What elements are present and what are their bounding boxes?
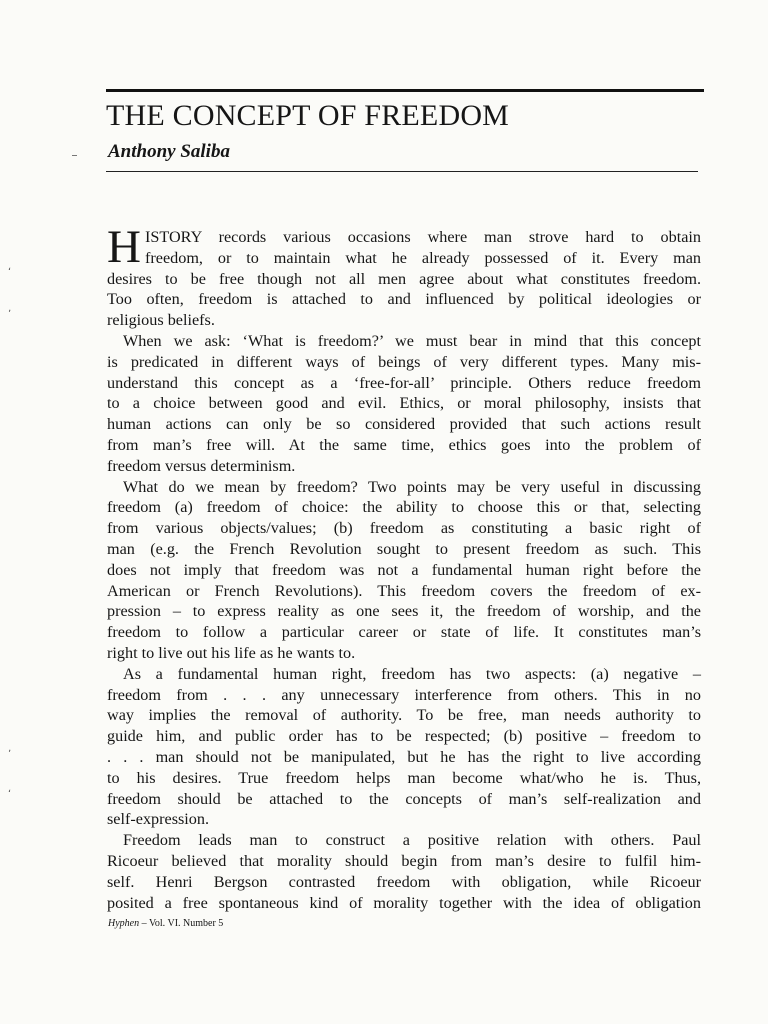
scan-speck-mark: ʻ [8, 789, 12, 800]
text-line: American or French Revolutions). This freedom covers the freedom of ex- [107, 581, 701, 600]
text-line: way implies the removal of authority. To be free, man needs authority to [107, 706, 701, 725]
text-line: When we ask: ‘What is freedom?’ we must bear in mind that this concept [123, 331, 701, 350]
article-title: THE CONCEPT OF FREEDOM [106, 99, 510, 132]
text-line: man (e.g. the French Revolution sought to present freedom as such. This [107, 539, 701, 558]
text-line: guide him, and public order has to be respected; (b) positive – freedom to [107, 727, 701, 746]
text-line: As a fundamental human right, freedom has two aspects: (a) negative – [123, 664, 701, 683]
issue-info: Vol. VI. Number 5 [148, 918, 224, 929]
text-line: right to live out his life as he wants to. [107, 643, 356, 662]
text-line: understand this concept as a ‘free-for-all’ principle. Others reduce freedom [107, 373, 701, 392]
text-line: to a choice between good and evil. Ethics, or moral philosophy, insists that [107, 394, 701, 413]
text-line: desires to be free though not all men agree about what constitutes freedom. [107, 269, 701, 288]
article-author: Anthony Saliba [108, 141, 230, 162]
text-line: posited a free spontaneous kind of morality together with the idea of obligation [107, 893, 701, 912]
text-line: pression – to express reality as one sees it, the freedom of worship, and the [107, 602, 701, 621]
opening-lines [145, 227, 701, 269]
text-line: to his desires. True freedom helps man become what/who he is. Thus, [107, 768, 701, 787]
text-line: Freedom leads man to construct a positive relation with others. Paul [123, 831, 701, 850]
text-line: from various objects/values; (b) freedom as constituting a basic right of [107, 519, 701, 538]
text-line: freedom (a) freedom of choice: the ability to choose this or that, selecting [107, 498, 701, 517]
text-line: freedom to follow a particular career or state of life. It constitutes man’s [107, 623, 701, 642]
text-line: freedom should be attached to the concepts of man’s self-realization and [107, 789, 701, 808]
scan-speck-mark: ʼ [8, 309, 12, 320]
opening-paragraph [107, 221, 701, 273]
author-rule [106, 171, 698, 172]
text-line: is predicated in different ways of beings of very different types. Many mis- [107, 352, 701, 371]
margin-dash [72, 155, 77, 156]
text-line: Too often, freedom is attached to and influenced by political ideologies or [107, 290, 701, 309]
article-body [107, 269, 701, 914]
top-rule [106, 89, 704, 92]
text-line: self. Henri Bergson contrasted freedom with obligation, while Ricoeur [107, 872, 701, 891]
scan-margin-marks [0, 0, 30, 1024]
text-line: religious beliefs. [107, 311, 215, 330]
text-line: Ricoeur believed that morality should begin from man’s desire to fulfil him- [107, 851, 701, 870]
text-line: from man’s free will. At the same time, ethics goes into the problem of [107, 435, 701, 454]
text-line: . . . man should not be manipulated, but he has the right to live according [107, 747, 701, 766]
scan-speck-mark: ʻ [8, 267, 12, 278]
text-line: What do we mean by freedom? Two points may be very useful in discussing [123, 477, 701, 496]
text-line: freedom, or to maintain what he already possessed of it. Every man [145, 248, 701, 267]
text-line: self-expression. [107, 810, 210, 829]
text-line: freedom versus determinism. [107, 456, 296, 475]
scan-speck-mark: ʼ [8, 749, 12, 760]
journal-name: Hyphen [108, 918, 140, 929]
drop-cap: H [107, 221, 140, 273]
text-line: human actions can only be so considered provided that such actions result [107, 415, 701, 434]
text-line: ISTORY records various occasions where man strove hard to obtain [145, 228, 701, 246]
text-line: freedom from . . . any unnecessary interference from others. This in no [107, 685, 701, 704]
page-footer [108, 918, 223, 930]
text-line: does not imply that freedom was not a fundamental human right before the [107, 560, 701, 579]
footer-separator: – [141, 918, 147, 929]
